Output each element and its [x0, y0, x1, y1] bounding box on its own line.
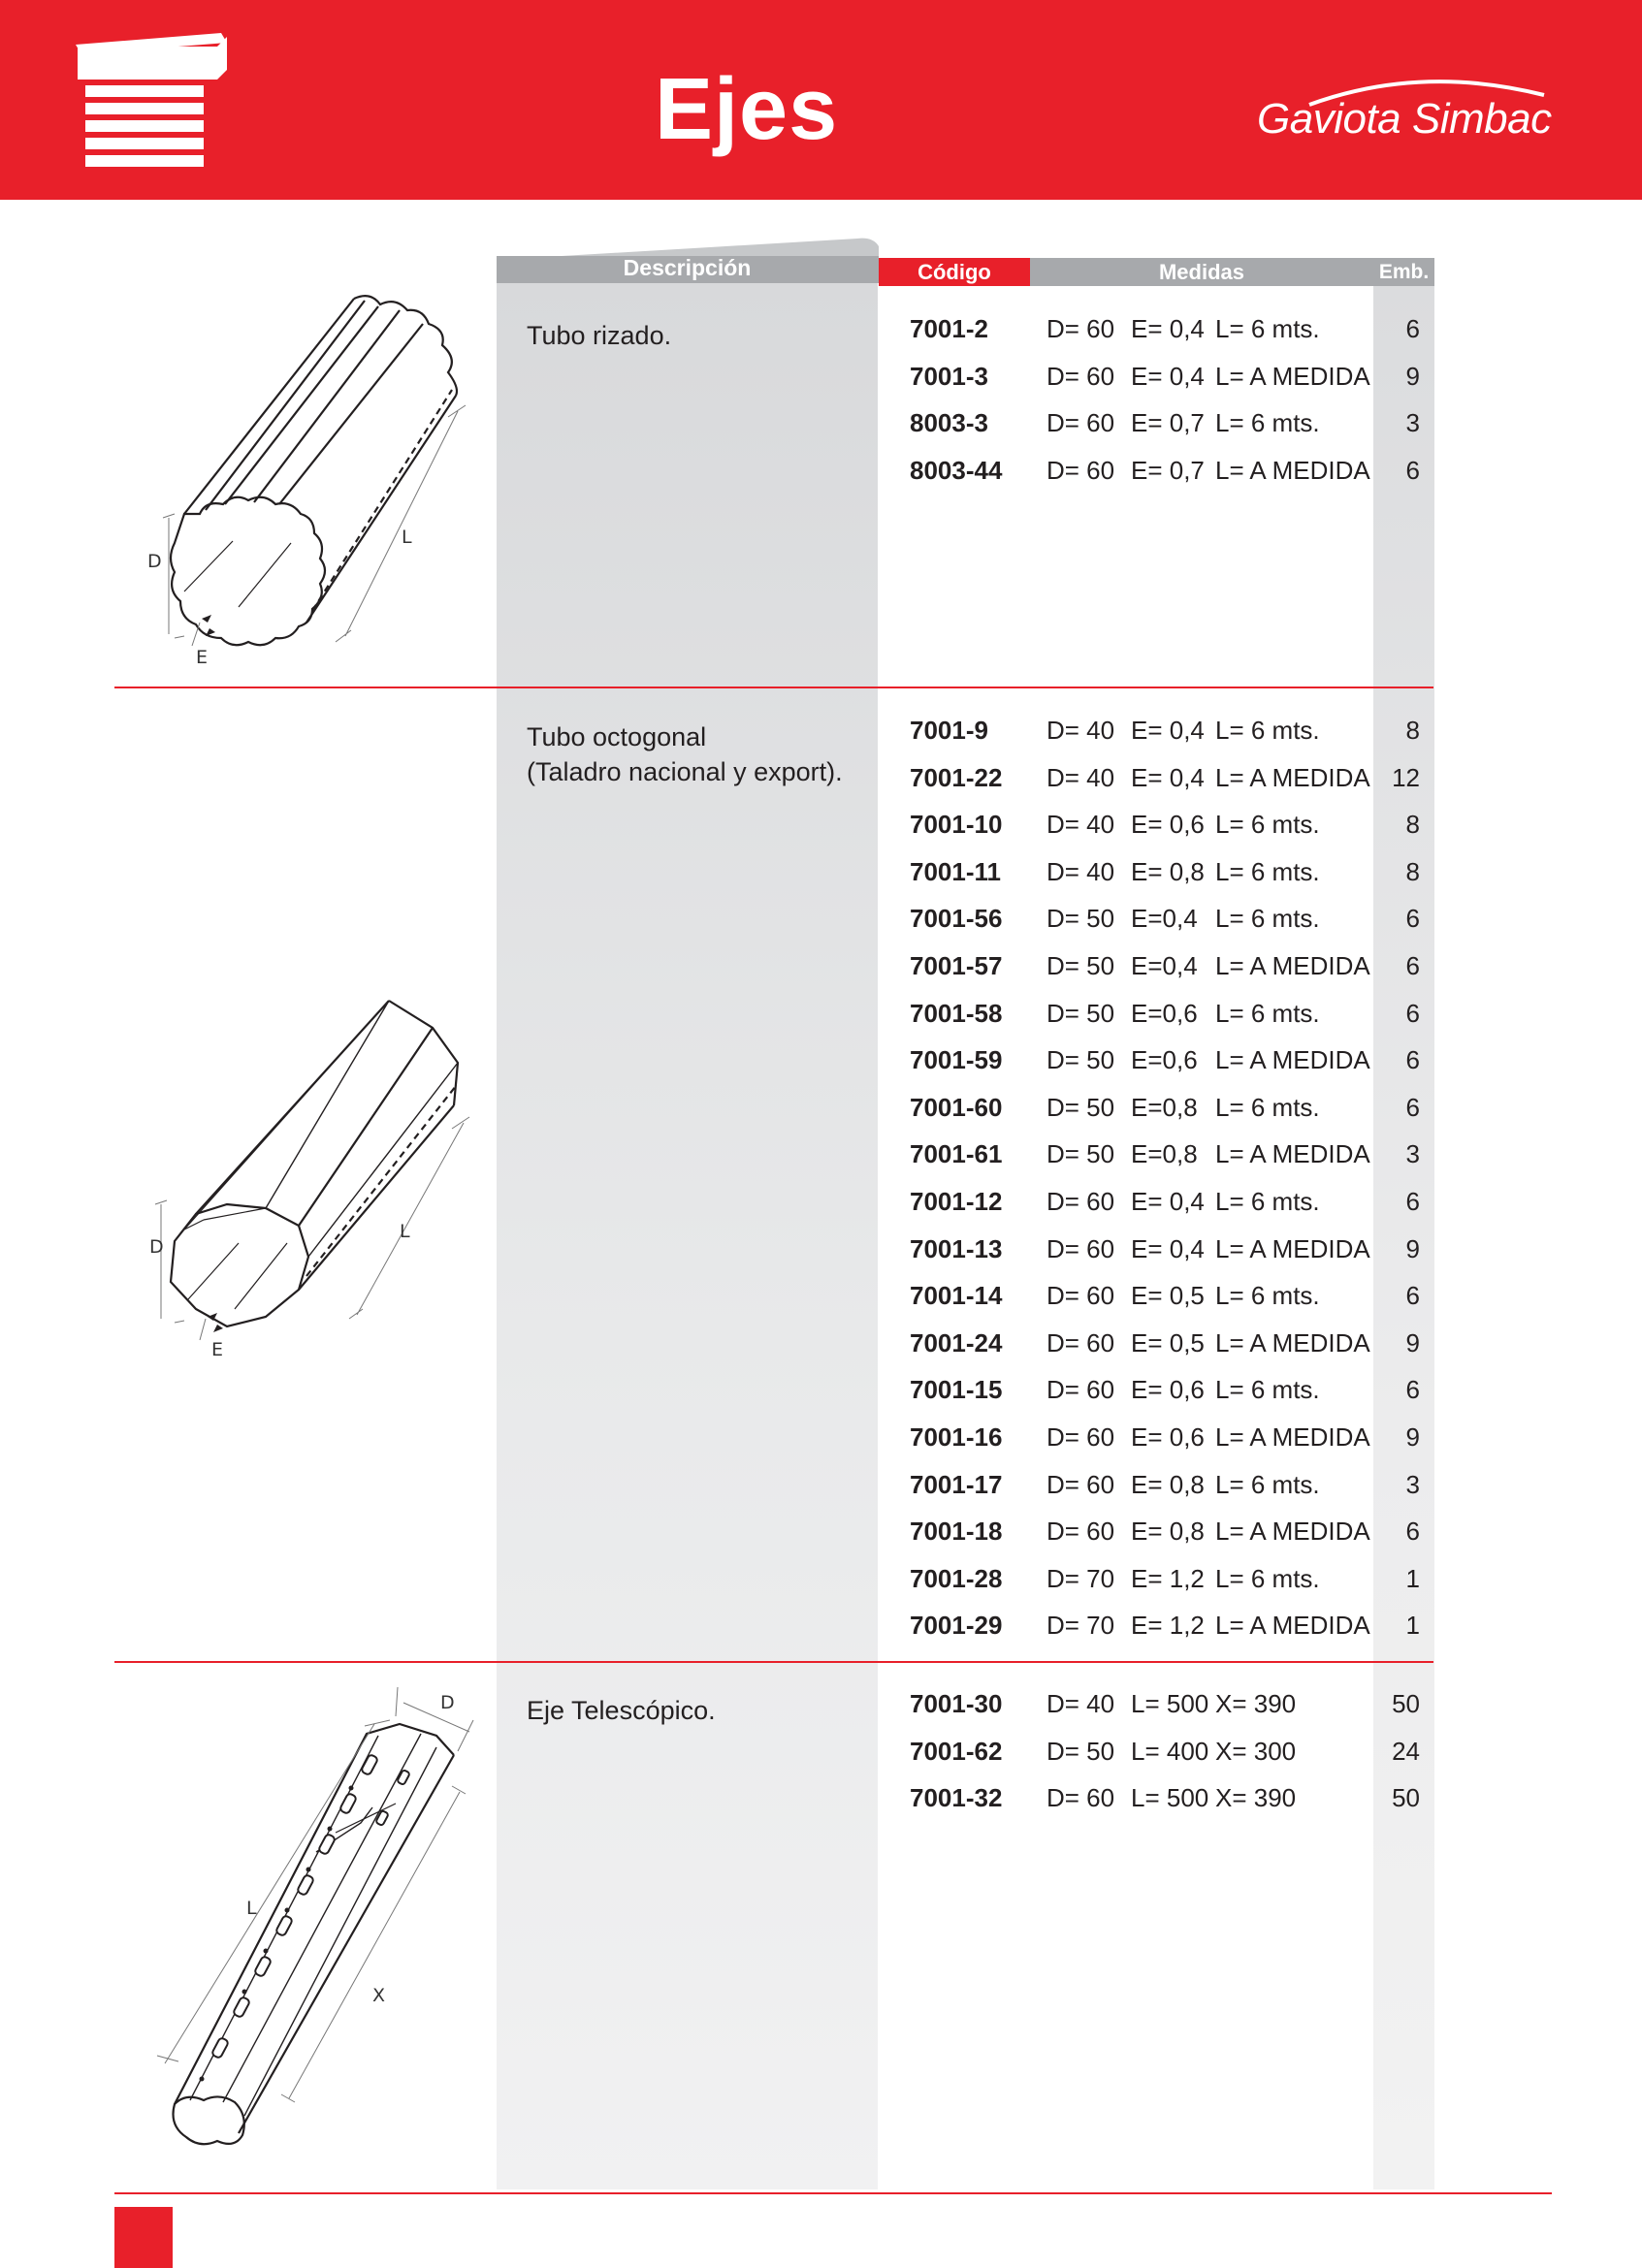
measure-3: L= A MEDIDA: [1215, 1611, 1370, 1640]
pack-quantity: 1: [1405, 1564, 1420, 1593]
table-row: [0, 456, 1642, 495]
product-code: 7001-13: [910, 1234, 1003, 1263]
measure-3: L= A MEDIDA: [1215, 1517, 1370, 1546]
description-line: Tubo octogonal: [527, 722, 707, 751]
measure-1: D= 60: [1046, 1187, 1115, 1216]
measure-3: L= A MEDIDA: [1215, 1328, 1370, 1358]
measure-1: D= 50: [1046, 1139, 1115, 1168]
pack-quantity: 1: [1405, 1611, 1420, 1640]
table-row: [0, 1093, 1642, 1132]
measure-3: L= 6 mts.: [1215, 999, 1320, 1028]
page-header: [0, 0, 1642, 200]
pack-quantity: 6: [1405, 314, 1420, 343]
table-row: [0, 1375, 1642, 1414]
product-code: 7001-12: [910, 1187, 1003, 1216]
measure-3: X= 300: [1215, 1737, 1297, 1766]
table-row: [0, 857, 1642, 896]
measure-3: L= 6 mts.: [1215, 1564, 1320, 1593]
pack-quantity: 6: [1405, 1045, 1420, 1074]
product-code: 7001-14: [910, 1281, 1003, 1310]
pack-quantity: 50: [1392, 1783, 1420, 1812]
pack-quantity: 6: [1405, 1375, 1420, 1404]
measure-2: E= 0,4: [1131, 763, 1205, 792]
measure-3: L= 6 mts.: [1215, 716, 1320, 745]
measure-2: L= 500: [1131, 1689, 1209, 1718]
measure-2: E= 0,8: [1131, 857, 1205, 886]
measure-1: D= 60: [1046, 362, 1115, 391]
length-label: L: [402, 527, 412, 548]
measure-3: L= 6 mts.: [1215, 1093, 1320, 1122]
pack-quantity: 24: [1392, 1737, 1420, 1766]
measure-2: E= 0,7: [1131, 456, 1205, 485]
description-line: Tubo rizado.: [527, 321, 672, 350]
table-row: [0, 314, 1642, 353]
measure-1: D= 60: [1046, 314, 1115, 343]
table-row: [0, 1187, 1642, 1226]
measure-2: L= 400: [1131, 1737, 1209, 1766]
product-code: 7001-56: [910, 904, 1003, 933]
pack-quantity: 6: [1405, 1187, 1420, 1216]
table-row: [0, 763, 1642, 802]
measure-3: L= 6 mts.: [1215, 1187, 1320, 1216]
pack-quantity: 12: [1392, 763, 1420, 792]
footer-divider: [114, 2192, 1552, 2194]
measure-2: E=0,6: [1131, 999, 1198, 1028]
pack-quantity: 6: [1405, 1093, 1420, 1122]
measure-1: D= 60: [1046, 1281, 1115, 1310]
measure-2: E= 0,6: [1131, 1375, 1205, 1404]
table-row: [0, 1281, 1642, 1320]
measure-1: D= 70: [1046, 1564, 1115, 1593]
pack-quantity: 6: [1405, 456, 1420, 485]
pack-quantity: 8: [1405, 857, 1420, 886]
measure-2: E=0,8: [1131, 1093, 1198, 1122]
section-divider: [114, 687, 1433, 688]
brand-logo: Gaviota Simbac: [1257, 95, 1552, 143]
description-header: Descripción: [623, 255, 752, 280]
table-row: [0, 1234, 1642, 1273]
pack-quantity: 8: [1405, 716, 1420, 745]
measure-1: D= 50: [1046, 1045, 1115, 1074]
table-row: [0, 1422, 1642, 1461]
measure-2: E=0,4: [1131, 904, 1198, 933]
measure-2: E=0,4: [1131, 951, 1198, 980]
thickness-label: E: [196, 647, 209, 668]
diameter-label: D: [440, 1692, 455, 1713]
measure-3: L= A MEDIDA: [1215, 362, 1370, 391]
table-row: [0, 716, 1642, 754]
measure-2: E= 1,2: [1131, 1564, 1205, 1593]
table-row: [0, 1564, 1642, 1603]
measure-2: L= 500: [1131, 1783, 1209, 1812]
measure-1: D= 60: [1046, 1375, 1115, 1404]
product-code: 7001-16: [910, 1422, 1003, 1452]
measure-1: D= 60: [1046, 1470, 1115, 1499]
product-code: 7001-28: [910, 1564, 1003, 1593]
roller-shutter-icon: [74, 29, 229, 180]
measure-3: L= 6 mts.: [1215, 904, 1320, 933]
measure-1: D= 40: [1046, 1689, 1115, 1718]
product-code: 7001-9: [910, 716, 988, 745]
pack-quantity: 9: [1405, 1328, 1420, 1358]
product-code: 7001-58: [910, 999, 1003, 1028]
measure-2: E= 0,4: [1131, 1187, 1205, 1216]
measure-1: D= 50: [1046, 951, 1115, 980]
length-label: L: [246, 1898, 257, 1919]
measure-2: E= 0,6: [1131, 1422, 1205, 1452]
measure-3: L= 6 mts.: [1215, 857, 1320, 886]
product-code: 7001-2: [910, 314, 988, 343]
measure-2: E= 0,4: [1131, 716, 1205, 745]
pack-quantity: 9: [1405, 1234, 1420, 1263]
pack-quantity: 6: [1405, 999, 1420, 1028]
product-code: 7001-24: [910, 1328, 1003, 1358]
pack-quantity: 3: [1405, 1470, 1420, 1499]
table-row: [0, 951, 1642, 990]
product-code: 7001-10: [910, 810, 1003, 839]
product-code: 7001-29: [910, 1611, 1003, 1640]
product-code: 7001-22: [910, 763, 1003, 792]
thickness-label: E: [211, 1339, 224, 1360]
measure-1: D= 40: [1046, 810, 1115, 839]
table-row: [0, 408, 1642, 447]
product-code: 8003-44: [910, 456, 1003, 485]
measure-1: D= 60: [1046, 1234, 1115, 1263]
measure-3: L= A MEDIDA: [1215, 763, 1370, 792]
measure-1: D= 50: [1046, 1093, 1115, 1122]
measure-2: E= 0,5: [1131, 1281, 1205, 1310]
table-row: [0, 1737, 1642, 1775]
table-row: [0, 1783, 1642, 1822]
pack-quantity: 6: [1405, 1281, 1420, 1310]
table-row: [0, 1470, 1642, 1509]
measure-3: L= 6 mts.: [1215, 1281, 1320, 1310]
measure-1: D= 70: [1046, 1611, 1115, 1640]
pack-quantity: 50: [1392, 1689, 1420, 1718]
measure-1: D= 60: [1046, 408, 1115, 437]
description-line: (Taladro nacional y export).: [527, 757, 843, 786]
measure-2: E= 0,4: [1131, 1234, 1205, 1263]
product-code: 7001-15: [910, 1375, 1003, 1404]
product-code: 7001-17: [910, 1470, 1003, 1499]
length-label: L: [400, 1221, 410, 1242]
product-code: 7001-59: [910, 1045, 1003, 1074]
table-row: [0, 362, 1642, 400]
measure-1: D= 50: [1046, 1737, 1115, 1766]
table-row: [0, 904, 1642, 942]
measure-1: D= 50: [1046, 904, 1115, 933]
table-row: [0, 1517, 1642, 1555]
pack-quantity: 3: [1405, 408, 1420, 437]
measure-2: E= 0,4: [1131, 314, 1205, 343]
measure-2: E= 0,7: [1131, 408, 1205, 437]
table-row: [0, 1045, 1642, 1084]
measure-3: L= A MEDIDA: [1215, 1045, 1370, 1074]
product-code: 8003-3: [910, 408, 988, 437]
measure-2: E= 0,6: [1131, 810, 1205, 839]
measure-2: E= 0,8: [1131, 1517, 1205, 1546]
measure-1: D= 60: [1046, 1328, 1115, 1358]
product-code: 7001-62: [910, 1737, 1003, 1766]
measure-1: D= 60: [1046, 456, 1115, 485]
description-line: Eje Telescópico.: [527, 1696, 716, 1725]
product-code: 7001-18: [910, 1517, 1003, 1546]
measure-3: L= A MEDIDA: [1215, 951, 1370, 980]
measure-2: E= 0,5: [1131, 1328, 1205, 1358]
measure-2: E=0,8: [1131, 1139, 1198, 1168]
table-row: [0, 1328, 1642, 1367]
table-row: [0, 1689, 1642, 1728]
section-divider: [114, 1661, 1433, 1663]
measure-1: D= 40: [1046, 763, 1115, 792]
measure-3: L= A MEDIDA: [1215, 1139, 1370, 1168]
diameter-label: D: [147, 551, 162, 572]
pack-quantity: 9: [1405, 362, 1420, 391]
page-title: Ejes: [655, 61, 839, 158]
diameter-label: D: [149, 1236, 164, 1258]
measure-3: X= 390: [1215, 1783, 1297, 1812]
pack-header: Emb.: [1373, 258, 1434, 286]
x-length-label: X: [372, 1985, 386, 2006]
pack-quantity: 6: [1405, 1517, 1420, 1546]
product-code: 7001-30: [910, 1689, 1003, 1718]
product-code: 7001-11: [910, 857, 1001, 886]
measure-3: L= 6 mts.: [1215, 408, 1320, 437]
product-code: 7001-60: [910, 1093, 1003, 1122]
measure-2: E=0,6: [1131, 1045, 1198, 1074]
measure-1: D= 40: [1046, 716, 1115, 745]
pack-quantity: 6: [1405, 951, 1420, 980]
table-row: [0, 810, 1642, 848]
code-header: Código: [879, 258, 1030, 286]
measure-2: E= 0,8: [1131, 1470, 1205, 1499]
pack-quantity: 6: [1405, 904, 1420, 933]
measure-2: E= 0,4: [1131, 362, 1205, 391]
measure-1: D= 60: [1046, 1517, 1115, 1546]
measure-3: L= 6 mts.: [1215, 810, 1320, 839]
table-row: [0, 999, 1642, 1038]
product-code: 7001-61: [910, 1139, 1003, 1168]
measure-3: L= 6 mts.: [1215, 1375, 1320, 1404]
measure-1: D= 50: [1046, 999, 1115, 1028]
measure-1: D= 40: [1046, 857, 1115, 886]
measure-3: X= 390: [1215, 1689, 1297, 1718]
product-code: 7001-3: [910, 362, 988, 391]
table-row: [0, 1139, 1642, 1178]
table-row: [0, 1611, 1642, 1649]
measure-3: L= 6 mts.: [1215, 314, 1320, 343]
measure-3: L= A MEDIDA: [1215, 456, 1370, 485]
measure-3: L= 6 mts.: [1215, 1470, 1320, 1499]
pack-quantity: 9: [1405, 1422, 1420, 1452]
product-code: 7001-32: [910, 1783, 1003, 1812]
measure-3: L= A MEDIDA: [1215, 1422, 1370, 1452]
product-code: 7001-57: [910, 951, 1003, 980]
measure-1: D= 60: [1046, 1783, 1115, 1812]
measure-1: D= 60: [1046, 1422, 1115, 1452]
measures-header: Medidas: [1030, 258, 1373, 286]
footer-marker: [114, 2207, 173, 2268]
measure-3: L= A MEDIDA: [1215, 1234, 1370, 1263]
pack-quantity: 3: [1405, 1139, 1420, 1168]
pack-quantity: 8: [1405, 810, 1420, 839]
measure-2: E= 1,2: [1131, 1611, 1205, 1640]
